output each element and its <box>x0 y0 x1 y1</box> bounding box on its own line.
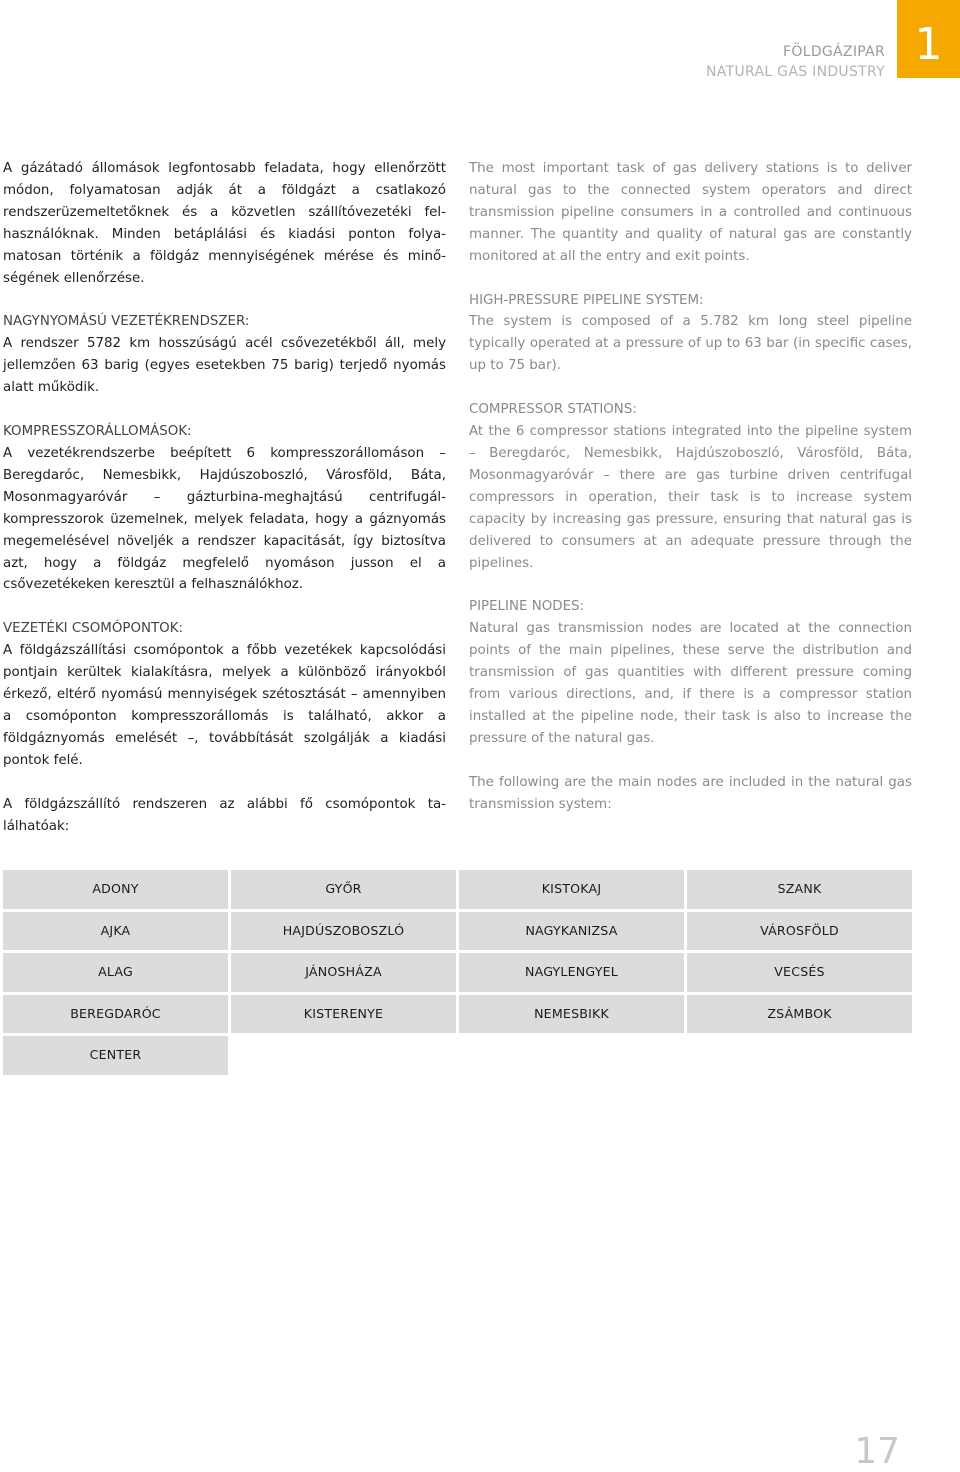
cs-heading-hu: KOMPRESSZORÁLLOMÁSOK: <box>3 424 192 440</box>
node-section-en <box>469 596 912 749</box>
node-cell: KISTOKAJ <box>459 870 684 909</box>
node-cell: HAJDÚSZOBOSZLÓ <box>231 912 456 951</box>
node-section-hu <box>3 618 446 771</box>
cs-text-hu: A vezetékrendszerbe beépített 6 kompresszorállomáson – Beregdaróc, Nemesbikk, Hajdúszoboszló, Városföld, Báta, Mosonmagyaróvár – gázturbina-meghajtású centrifugálkompresszorok üzemelnek, melyek feladata, hogy a gáznyomás megemelésével növeljék a rendszer kapacitását, így biztosítva azt, hogy a földgáz megfelelő nyomáson jusson el a csővezetékeken keresztül a felhasználókhoz. <box>3 445 446 593</box>
node-cell: SZANK <box>687 870 912 909</box>
header-title-hu: FÖLDGÁZIPAR <box>783 44 885 60</box>
hp-text-hu: A rendszer 5782 km hosszúságú acél csővezetékből áll, mely jellemzően 63 barig (egyes esetekben 75 barig) terjedő nyomás alatt működik. <box>3 336 446 396</box>
node-cell: VECSÉS <box>687 953 912 992</box>
node-cell: CENTER <box>3 1036 228 1075</box>
nodes-table <box>3 870 912 1075</box>
cs-section-hu <box>3 421 446 596</box>
node-cell: AJKA <box>3 912 228 951</box>
hp-text-en: The system is composed of a 5.782 km long steel pipeline typically operated at a pressure of up to 63 bar (in specific cases, up to 75 bar). <box>469 314 912 374</box>
node-cell: BEREGDARÓC <box>3 995 228 1034</box>
intro-paragraph-en: The most important task of gas delivery stations is to deliver natural gas to the connected system operators and direct transmission pipeline consumers in a controlled and continuous manner. The quantity and quality of natural gas are constantly monitored at all the entry and exit points. <box>469 161 912 264</box>
cs-text-en: At the 6 compressor stations integrated into the pipeline system – Beregdaróc, Nemesbikk, Hajdúszoboszló, Városföld, Báta, Mosonmagyaróvár – there are gas turbine driven centrifugal compressors in operation, their task is to increase system capacity by increasing gas pressure, ensuring that natural gas is delivered to consumers at an adequate pressure through the pipelines. <box>469 424 912 571</box>
node-text-en: Natural gas transmission nodes are located at the connection points of the main pipelines, these serve the distribution and transmission of gas quantities with different pressure coming from various directions, and, if there is a compressor station installed at the pipeline node, their task is also to increase the pressure of the natural gas. <box>469 621 912 746</box>
node-cell: ALAG <box>3 953 228 992</box>
cs-heading-en: COMPRESSOR STATIONS: <box>469 402 637 418</box>
node-cell: NEMESBIKK <box>459 995 684 1034</box>
node-cell: VÁROSFÖLD <box>687 912 912 951</box>
node-cell: JÁNOSHÁZA <box>231 953 456 992</box>
node-cell: NAGYKANIZSA <box>459 912 684 951</box>
hp-section-hu <box>3 311 446 399</box>
node-cell: ADONY <box>3 870 228 909</box>
list-intro-en: The following are the main nodes are included in the natural gas transmission system: <box>469 774 912 812</box>
node-heading-en: PIPELINE NODES: <box>469 599 585 615</box>
node-text-hu: A földgázszállítási csomópontok a főbb vezetékek kapcsolódási pontjain kerültek kialakításra, melyek a különböző irányokból érkező, eltérő nyomású mennyiségek szétosztását – amennyiben a csomóponton kompresszorállomás is található, akkor a földgáznyomás emelését –, továbbítását szolgálják a kiadási pontok felé. <box>3 643 446 768</box>
hp-section-en <box>469 290 912 378</box>
page-number: 17 <box>854 1431 900 1472</box>
hp-heading-en: HIGH-PRESSURE PIPELINE SYSTEM: <box>469 292 704 308</box>
node-heading-hu: VEZETÉKI CSOMÓPONTOK: <box>3 621 184 637</box>
node-cell: KISTERENYE <box>231 995 456 1034</box>
list-intro-hu: A földgázszállító rendszeren az alábbi fő csomópontok találhatóak: <box>3 796 446 834</box>
node-cell: GYŐR <box>231 870 456 909</box>
hp-heading-hu: NAGYNYOMÁSÚ VEZETÉKRENDSZER: <box>3 314 250 330</box>
node-cell: NAGYLENGYEL <box>459 953 684 992</box>
cs-section-en <box>469 399 912 574</box>
header-title-en: NATURAL GAS INDUSTRY <box>706 64 885 80</box>
chapter-badge: 1 <box>897 0 960 78</box>
english-column <box>469 158 912 838</box>
node-cell: ZSÁMBOK <box>687 995 912 1034</box>
intro-paragraph-hu: A gázátadó állomások legfontosabb feladata, hogy ellenőrzött módon, folyamatosan adják át a földgázt a csatlakozó rendszerüzemeltetőknek és a közvetlen szállítóvezetéki felhasználóknak. Minden betáplálási és kiadási ponton folyamatosan történik a földgáz mennyiségének mérése és minőségének ellenőrzése. <box>3 161 446 286</box>
page-header <box>706 42 885 82</box>
hungarian-column <box>3 158 446 859</box>
